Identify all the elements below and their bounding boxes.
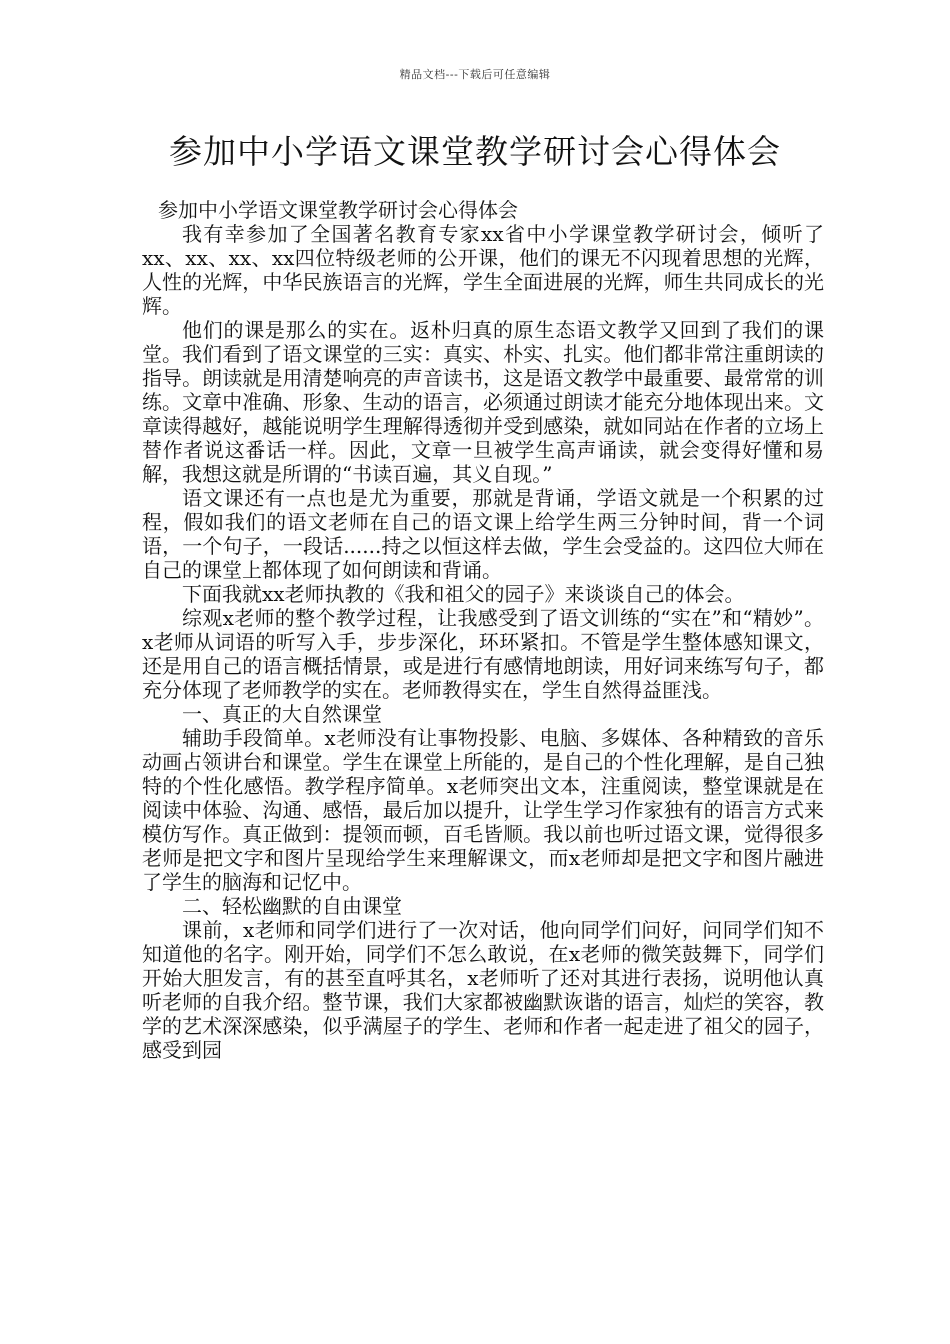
paragraph-4: 下面我就xx老师执教的《我和祖父的园子》来谈谈自己的体会。: [182, 582, 745, 606]
document-title: 参加中小学语文课堂教学研讨会心得体会: [169, 132, 781, 171]
section-2-heading: 二、轻松幽默的自由课堂: [182, 894, 402, 918]
paragraph-2: 他们的课是那么的实在。返朴归真的原生态语文教学又回到了我们的课堂。我们看到了语文课堂的三实：真实、朴实、扎实。他们都非常注重朗读的指导。朗读就是用清楚响亮的声音读书，这是语文教学中最重要、最常常的训练。文章中准确、形象、生动的语言，必须通过朗读才能充分地体现出来。文章读得越好，越能说明学生理解得透彻并受到感染，就如同站在作者的立场上替作者说这番话一样。因此，文章一旦被学生高声诵读，就会变得好懂和易解，我想这就是所谓的“书读百遍，其义自现。”: [142, 318, 824, 486]
body-subtitle: 参加中小学语文课堂教学研讨会心得体会: [158, 198, 518, 222]
document-body: [142, 198, 824, 1062]
paragraph-5: 综观x老师的整个教学过程，让我感受到了语文训练的“实在”和“精妙”。x老师从词语的听写入手，步步深化，环环紧扣。不管是学生整体感知课文，还是用自己的语言概括情景，或是进行有感情地朗读，用好词来练写句子，都充分体现了老师教学的实在。老师教得实在，学生自然得益匪浅。: [142, 606, 824, 702]
section-2-paragraph: 课前，x老师和同学们进行了一次对话，他向同学们问好，问同学们知不知道他的名字。刚开始，同学们不怎么敢说，在x老师的微笑鼓舞下，同学们开始大胆发言，有的甚至直呼其名，x老师听了还对其进行表扬，说明他认真听老师的自我介绍。整节课，我们大家都被幽默诙谐的语言，灿烂的笑容，教学的艺术深深感染，似乎满屋子的学生、老师和作者一起走进了祖父的园子，感受到园: [142, 918, 824, 1062]
paragraph-1: 我有幸参加了全国著名教育专家xx省中小学课堂教学研讨会，倾听了xx、xx、xx、xx四位特级老师的公开课，他们的课无不闪现着思想的光辉，人性的光辉，中华民族语言的光辉，学生全面进展的光辉，师生共同成长的光辉。: [142, 222, 824, 318]
header-note: 精品文档---下载后可任意编辑: [399, 68, 551, 81]
section-1-heading: 一、真正的大自然课堂: [182, 702, 382, 726]
section-1-paragraph: 辅助手段简单。x老师没有让事物投影、电脑、多媒体、各种精致的音乐动画占领讲台和课堂。学生在课堂上所能的，是自己的个性化理解，是自己独特的个性化感悟。教学程序简单。x老师突出文本，注重阅读，整堂课就是在阅读中体验、沟通、感悟，最后加以提升，让学生学习作家独有的语言方式来模仿写作。真正做到：提领而顿，百毛皆顺。我以前也听过语文课，觉得很多老师是把文字和图片呈现给学生来理解课文，而x老师却是把文字和图片融进了学生的脑海和记忆中。: [142, 726, 824, 894]
paragraph-3: 语文课还有一点也是尤为重要，那就是背诵，学语文就是一个积累的过程，假如我们的语文老师在自己的语文课上给学生两三分钟时间，背一个词语，一个句子，一段话......持之以恒这样去做，学生会受益的。这四位大师在自己的课堂上都体现了如何朗读和背诵。: [142, 486, 824, 582]
